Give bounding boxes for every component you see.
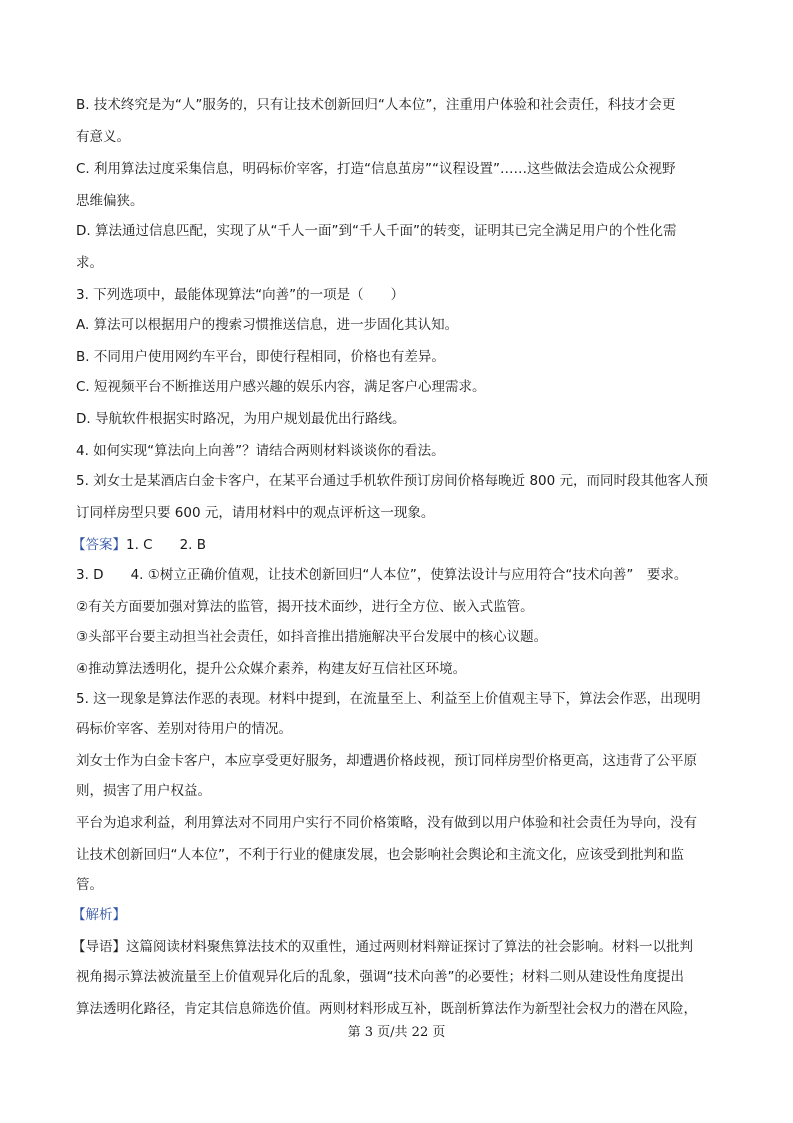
answer-tag: 【答案】: [72, 537, 126, 553]
analysis-tag: 【解析】: [72, 907, 126, 923]
question-4-stem: 4. 如何实现“算法向上向善”？请结合两则材料谈谈你的看法。: [76, 443, 445, 459]
answer-q5-line-1: 5. 这一现象是算法作恶的表现。材料中提到，在流量至上、利益至上价值观主导下，算法会作恶，出现明: [76, 691, 701, 707]
question-3-option-d: D. 导航软件根据实时路况，为用户规划最优出行路线。: [76, 411, 406, 427]
question-3-stem: 3. 下列选项中，最能体现算法“向善”的一项是（ ）: [76, 287, 405, 303]
option-d-line-1: D. 算法通过信息匹配，实现了从“千人一面”到“千人千面”的转变，证明其已完全满足用户的个性化需: [76, 223, 677, 239]
answer-line-3: ②有关方面要加强对算法的监管，揭开技术面纱，进行全方位、嵌入式监管。: [76, 599, 534, 615]
answer-q5-line-4: 则，损害了用户权益。: [76, 783, 211, 799]
answer-q5-line-6: 让技术创新回归“人本位”，不利于行业的健康发展，也会影响社会舆论和主流文化，应该受到批判和监: [76, 847, 684, 863]
answer-q5-line-2: 码标价宰客、差别对待用户的情况。: [76, 721, 292, 737]
question-3-option-c: C. 短视频平台不断推送用户感兴趣的娱乐内容，满足客户心理需求。: [76, 379, 486, 395]
option-c-line-1: C. 利用算法过度采集信息，明码标价宰客，打造“信息茧房”“议程设置”……这些做法会造成公众视野: [76, 161, 676, 177]
option-b-line-2: 有意义。: [76, 129, 130, 145]
option-b-line-1: B. 技术终究是为“人”服务的，只有让技术创新回归“人本位”，注重用户体验和社会责任，科技才会更: [76, 97, 676, 113]
answer-line-1: [72, 535, 206, 555]
question-5-line-1: 5. 刘女士是某酒店白金卡客户，在某平台通过手机软件预订房间价格每晚近 800 元，而同时段其他客人预: [76, 473, 709, 489]
option-c-line-2: 思维偏狭。: [76, 193, 144, 209]
answer-line-2: 3. D 4. ①树立正确价值观，让技术创新回归“人本位”，使算法设计与应用符合“技术向善” 要求。: [76, 567, 688, 583]
question-3-option-b: B. 不同用户使用网约车平台，即使行程相同，价格也有差异。: [76, 349, 445, 365]
question-3-option-a: A. 算法可以根据用户的搜索习惯推送信息，进一步固化其认知。: [76, 317, 459, 333]
answer-q5-line-5: 平台为追求利益，利用算法对不同用户实行不同价格策略，没有做到以用户体验和社会责任为导向，没有: [76, 815, 697, 831]
option-d-line-2: 求。: [76, 255, 103, 271]
analysis-line-1: 【导语】这篇阅读材料聚焦算法技术的双重性，通过两则材料辩证探讨了算法的社会影响。材料一以批判: [72, 939, 693, 955]
answer-q5-line-3: 刘女士作为白金卡客户，本应享受更好服务，却遭遇价格歧视，预订同样房型价格更高，这违背了公平原: [76, 753, 697, 769]
analysis-line-3: 算法透明化路径，肯定其信息筛选价值。两则材料形成互补，既剖析算法作为新型社会权力的潜在风险，: [76, 1001, 697, 1017]
question-5-line-2: 订同样房型只要 600 元，请用材料中的观点评析这一现象。: [76, 505, 435, 521]
page-footer: 第 3 页/共 22 页: [347, 1025, 446, 1040]
answer-line-5: ④推动算法透明化，提升公众媒介素养，构建友好互信社区环境。: [76, 661, 467, 677]
answer-q5-line-7: 管。: [76, 877, 103, 893]
answer-line-4: ③头部平台要主动担当社会责任，如抖音推出措施解决平台发展中的核心议题。: [76, 629, 548, 645]
answer-1-2: 1. C 2. B: [126, 537, 207, 553]
analysis-line-2: 视角揭示算法被流量至上价值观异化后的乱象，强调“技术向善”的必要性；材料二则从建设性角度提出: [76, 969, 684, 985]
